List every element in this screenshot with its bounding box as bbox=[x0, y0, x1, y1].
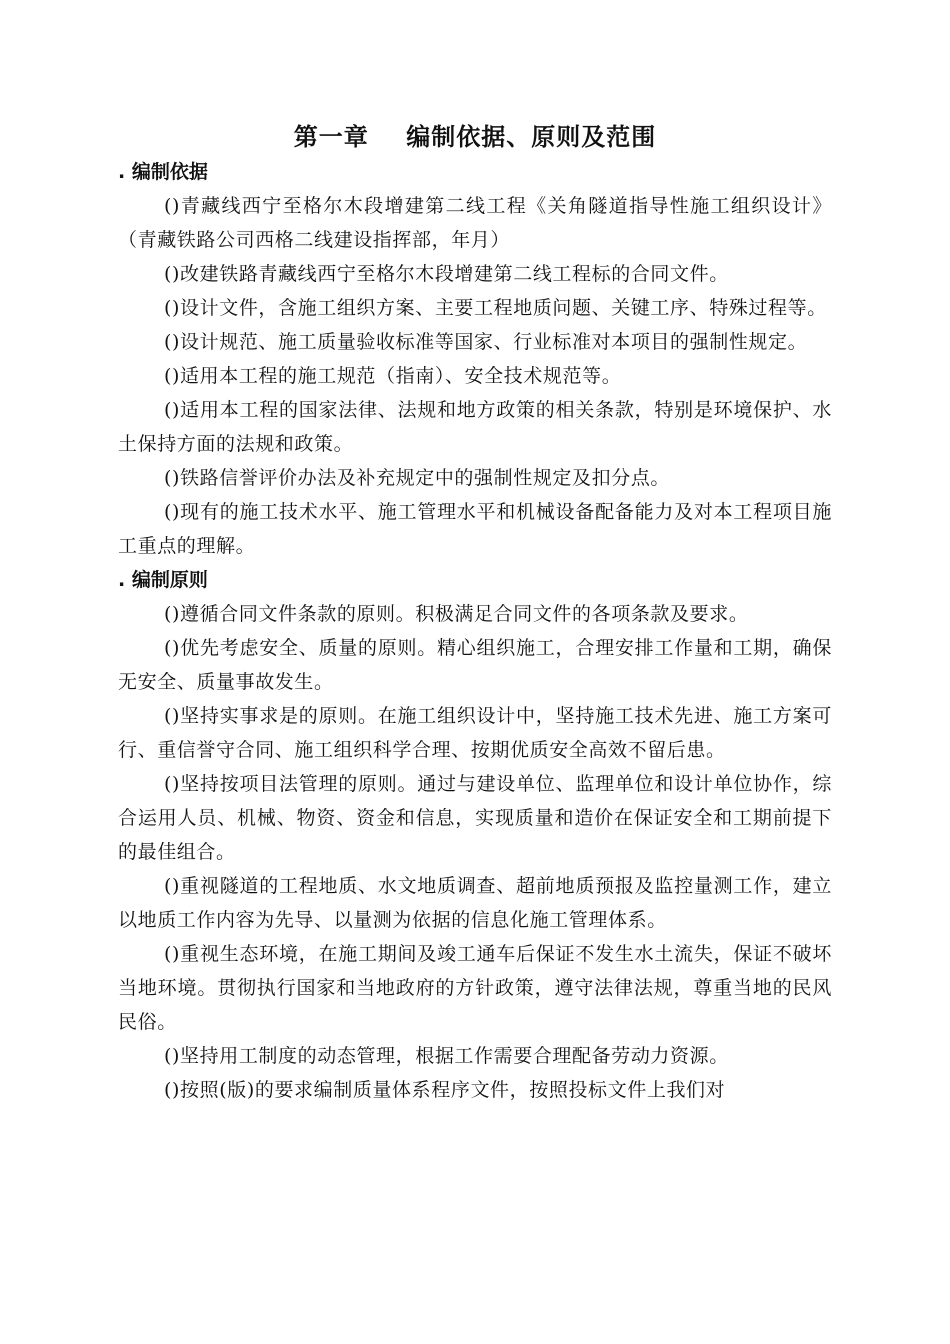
paragraph: ()坚持按项目法管理的原则。通过与建设单位、监理单位和设计单位协作，综合运用人员、机械、物资、资金和信息，实现质量和造价在保证安全和工期前提下的最佳组合。 bbox=[118, 773, 832, 863]
paragraph: ()重视隧道的工程地质、水文地质调查、超前地质预报及监控量测工作，建立以地质工作内容为先导、以量测为依据的信息化施工管理体系。 bbox=[118, 875, 832, 931]
paragraph: ()设计规范、施工质量验收标准等国家、行业标准对本项目的强制性规定。 bbox=[164, 331, 808, 353]
section-heading-basis: . 编制依据 bbox=[118, 161, 208, 183]
paragraph: ()青藏线西宁至格尔木段增建第二线工程《关角隧道指导性施工组织设计》（青藏铁路公司西格二线建设指挥部，年月） bbox=[118, 195, 832, 251]
paragraph: ()改建铁路青藏线西宁至格尔木段增建第二线工程标的合同文件。 bbox=[164, 263, 729, 285]
chapter-title: 第一章 编制依据、原则及范围 bbox=[293, 123, 657, 151]
paragraph: ()遵循合同文件条款的原则。积极满足合同文件的各项条款及要求。 bbox=[164, 603, 749, 625]
paragraph: ()铁路信誉评价办法及补充规定中的强制性规定及扣分点。 bbox=[164, 467, 671, 489]
paragraph: ()优先考虑安全、质量的原则。精心组织施工，合理安排工作量和工期，确保无安全、质量事故发生。 bbox=[118, 637, 832, 693]
document-body bbox=[118, 155, 832, 1107]
paragraph: ()设计文件，含施工组织方案、主要工程地质问题、关键工序、特殊过程等。 bbox=[164, 297, 827, 319]
paragraph: ()坚持实事求是的原则。在施工组织设计中，坚持施工技术先进、施工方案可行、重信誉守合同、施工组织科学合理、按期优质安全高效不留后患。 bbox=[118, 705, 832, 761]
paragraph: ()适用本工程的国家法律、法规和地方政策的相关条款，特别是环境保护、水土保持方面的法规和政策。 bbox=[118, 399, 832, 455]
paragraph: ()按照(版)的要求编制质量体系程序文件，按照投标文件上我们对 bbox=[164, 1079, 726, 1101]
section-heading-principles: . 编制原则 bbox=[118, 569, 208, 591]
paragraph: ()现有的施工技术水平、施工管理水平和机械设备配备能力及对本工程项目施工重点的理解。 bbox=[118, 501, 832, 557]
paragraph: ()坚持用工制度的动态管理，根据工作需要合理配备劳动力资源。 bbox=[164, 1045, 729, 1067]
paragraph: ()适用本工程的施工规范（指南）、安全技术规范等。 bbox=[164, 365, 622, 387]
paragraph: ()重视生态环境，在施工期间及竣工通车后保证不发生水土流失，保证不破坏当地环境。贯彻执行国家和当地政府的方针政策，遵守法律法规，尊重当地的民风民俗。 bbox=[118, 943, 832, 1033]
